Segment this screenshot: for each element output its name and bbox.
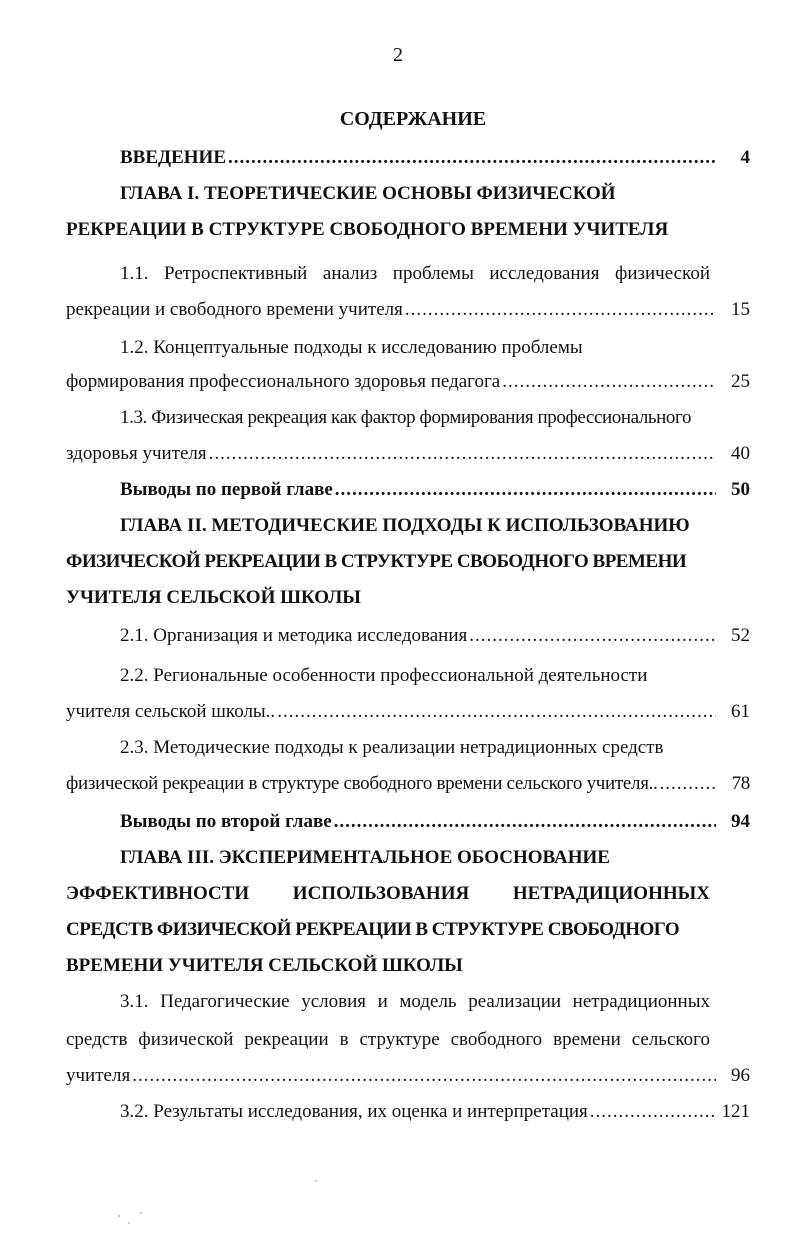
toc-page-number: 121 (721, 1101, 750, 1122)
scan-speck (128, 1222, 130, 1224)
toc-title: СОДЕРЖАНИЕ (339, 108, 487, 130)
toc-entry-label: учителя (66, 1065, 131, 1086)
toc-page-number: 15 (731, 299, 750, 320)
chapter-3-heading-line-2: ЭФФЕКТИВНОСТИ ИСПОЛЬЗОВАНИЯ НЕТРАДИЦИОННЫХ (66, 883, 710, 904)
dot-leader (228, 146, 716, 170)
chapter-3-heading-line-3: СРЕДСТВ ФИЗИЧЕСКОЙ РЕКРЕАЦИИ В СТРУКТУРЕ СВОБОДНОГО (66, 919, 680, 940)
toc-entry-chapter-1-conclusion[interactable] (120, 478, 750, 502)
toc-page-number: 52 (731, 625, 750, 646)
toc-entry-1-2[interactable] (66, 370, 750, 394)
dot-leader (469, 624, 716, 648)
toc-entry-chapter-2-conclusion[interactable] (120, 810, 750, 834)
toc-entry-label: физической рекреации в структуре свободного времени сельского учителя.. (66, 773, 658, 794)
dot-leader (132, 1064, 716, 1088)
toc-page-number: 94 (731, 811, 750, 832)
toc-entry-label: здоровья учителя (66, 443, 207, 464)
dot-leader (502, 370, 716, 394)
toc-page-number: 4 (740, 147, 750, 168)
chapter-1-heading-line-2: РЕКРЕАЦИИ В СТРУКТУРЕ СВОБОДНОГО ВРЕМЕНИ УЧИТЕЛЯ (66, 219, 669, 240)
dot-leader (209, 442, 716, 466)
toc-entry-introduction[interactable] (120, 146, 750, 170)
toc-entry-1-2-line-1: 1.2. Концептуальные подходы к исследованию проблемы (120, 337, 583, 358)
toc-page-number: 96 (731, 1065, 750, 1086)
toc-page-number: 78 (731, 773, 750, 794)
toc-entry-label: Выводы по первой главе (120, 479, 333, 500)
toc-entry-1-1[interactable] (66, 298, 750, 322)
chapter-1-heading-line-1: ГЛАВА I. ТЕОРЕТИЧЕСКИЕ ОСНОВЫ ФИЗИЧЕСКОЙ (120, 183, 616, 204)
toc-entry-2-1[interactable] (120, 624, 750, 648)
dot-leader (660, 772, 716, 796)
chapter-2-heading-line-1: ГЛАВА II. МЕТОДИЧЕСКИЕ ПОДХОДЫ К ИСПОЛЬЗОВАНИЮ (120, 515, 690, 536)
toc-entry-3-1-line-1: 3.1. Педагогические условия и модель реализации нетрадиционных (120, 991, 710, 1012)
chapter-3-heading-line-4: ВРЕМЕНИ УЧИТЕЛЯ СЕЛЬСКОЙ ШКОЛЫ (66, 955, 463, 976)
toc-entry-label: ВВЕДЕНИЕ (120, 147, 226, 168)
toc-entry-3-1-line-2: средств физической рекреации в структуре свободного времени сельского (66, 1029, 710, 1050)
toc-entry-2-3[interactable] (66, 772, 750, 796)
toc-entry-1-1-line-1: 1.1. Ретроспективный анализ проблемы исследования физической (120, 263, 710, 284)
toc-page-number: 50 (731, 479, 750, 500)
dot-leader (335, 478, 716, 502)
dot-leader (334, 810, 716, 834)
toc-entry-label: 2.1. Организация и методика исследования (120, 625, 468, 646)
toc-entry-label: Выводы по второй главе (120, 811, 332, 832)
scan-speck (315, 1180, 317, 1182)
toc-page-number: 40 (731, 443, 750, 464)
dot-leader (405, 298, 716, 322)
toc-entry-1-3[interactable] (66, 442, 750, 466)
chapter-2-heading-line-2: ФИЗИЧЕСКОЙ РЕКРЕАЦИИ В СТРУКТУРЕ СВОБОДНОГО ВРЕМЕНИ (66, 551, 687, 572)
scan-speck (118, 1215, 120, 1217)
chapter-3-heading-line-1: ГЛАВА III. ЭКСПЕРИМЕНТАЛЬНОЕ ОБОСНОВАНИЕ (120, 847, 610, 868)
toc-entry-label: учителя сельской школы.. (66, 701, 276, 722)
toc-entry-1-3-line-1: 1.3. Физическая рекреация как фактор формирования профессионального (120, 407, 692, 428)
toc-entry-label: 3.2. Результаты исследования, их оценка и интерпретация (120, 1101, 588, 1122)
dot-leader (590, 1100, 716, 1124)
toc-entry-3-2[interactable] (120, 1100, 750, 1124)
toc-entry-2-2-line-1: 2.2. Региональные особенности профессиональной деятельности (120, 665, 648, 686)
toc-entry-label: рекреации и свободного времени учителя (66, 299, 403, 320)
toc-entry-2-2[interactable] (66, 700, 750, 724)
dot-leader (277, 700, 716, 724)
toc-entry-3-1[interactable] (66, 1064, 750, 1088)
toc-page-number: 25 (731, 371, 750, 392)
toc-page-number: 61 (731, 701, 750, 722)
toc-entry-label: формирования профессионального здоровья педагога (66, 371, 501, 392)
chapter-2-heading-line-3: УЧИТЕЛЯ СЕЛЬСКОЙ ШКОЛЫ (66, 587, 361, 608)
scan-speck (140, 1212, 142, 1214)
toc-entry-2-3-line-1: 2.3. Методические подходы к реализации нетрадиционных средств (120, 737, 664, 758)
page-number: 2 (393, 44, 403, 66)
